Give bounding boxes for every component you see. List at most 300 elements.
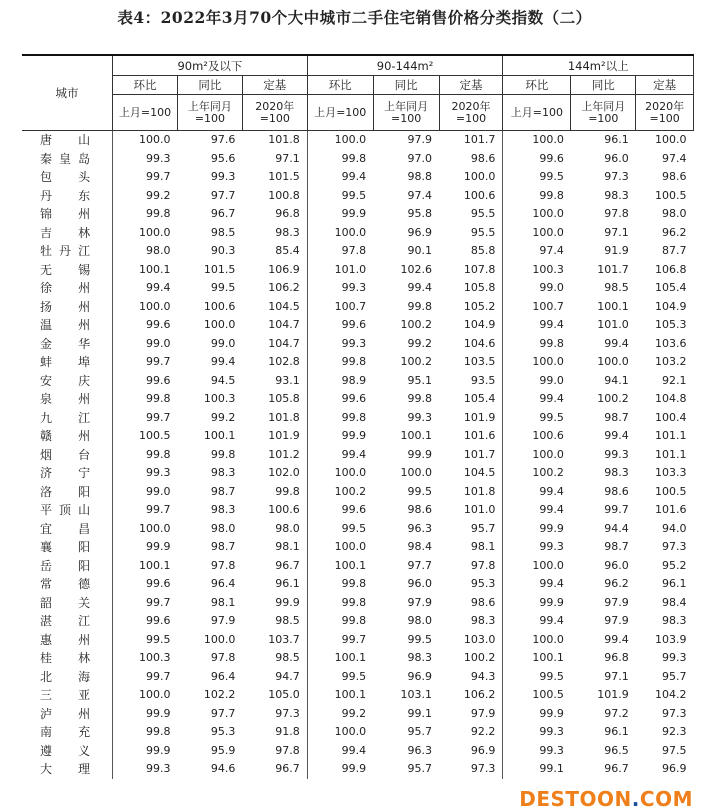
index-value: 99.8	[307, 594, 373, 613]
index-value: 98.7	[210, 540, 236, 553]
index-value: 100.5	[655, 188, 687, 202]
index-value: 97.7	[210, 188, 236, 202]
index-value: 98.3	[662, 614, 687, 627]
index-value: 106.2	[463, 688, 496, 701]
index-value: 98.7	[210, 484, 236, 498]
group-header-medium: 90-144m²	[307, 55, 503, 76]
watermark-logo: DESTOON.COM	[509, 786, 703, 812]
index-value: 101.7	[597, 262, 629, 276]
index-value: 99.7	[604, 503, 629, 516]
index-value: 100.0	[307, 723, 373, 742]
table-row	[22, 353, 694, 372]
index-value: 98.5	[275, 614, 300, 627]
index-value: 97.9	[470, 706, 496, 720]
index-value: 100.5	[655, 484, 687, 498]
index-value: 100.2	[503, 464, 571, 483]
index-value: 100.6	[203, 299, 236, 313]
city-name: 洛阳	[40, 484, 91, 499]
index-value: 100.2	[400, 318, 433, 331]
group-header-large: 144m²以上	[503, 55, 694, 76]
index-value: 96.1	[275, 577, 300, 590]
index-value: 98.3	[210, 503, 236, 516]
index-value: 96.0	[604, 558, 629, 572]
index-value: 92.3	[662, 725, 687, 738]
index-value: 101.5	[268, 170, 300, 183]
index-value: 104.7	[268, 336, 300, 350]
index-value: 101.9	[268, 429, 300, 442]
group-header-small: 90m²及以下	[113, 55, 308, 76]
index-value: 94.7	[275, 669, 300, 683]
index-value: 99.6	[307, 501, 373, 520]
index-value: 102.2	[203, 688, 236, 701]
index-value: 96.7	[275, 762, 300, 775]
city-name: 安庆	[40, 373, 91, 388]
metric-header: 定基	[439, 76, 503, 95]
city-name: 三亚	[40, 688, 91, 702]
index-value: 99.7	[307, 631, 373, 650]
index-value: 100.0	[503, 131, 571, 150]
index-value: 101.0	[463, 503, 496, 516]
city-name: 韶关	[40, 595, 91, 610]
table-row	[22, 131, 694, 150]
index-value: 99.0	[503, 279, 571, 298]
index-value: 99.4	[113, 279, 178, 298]
city-name: 吉林	[40, 225, 91, 240]
index-value: 99.3	[113, 150, 178, 169]
index-value: 105.8	[463, 281, 496, 294]
index-value: 99.7	[113, 501, 178, 520]
index-value: 90.1	[407, 244, 433, 257]
index-value: 99.0	[210, 336, 236, 350]
table-row	[22, 649, 694, 668]
index-value: 99.8	[307, 575, 373, 594]
index-value: 100.6	[503, 427, 571, 446]
table-row	[22, 538, 694, 557]
base-header-row	[22, 95, 694, 131]
index-value: 95.7	[407, 725, 433, 738]
city-name: 湛江	[40, 614, 91, 628]
city-name: 泉州	[40, 392, 91, 406]
index-value: 97.8	[604, 207, 629, 220]
index-value: 93.1	[275, 373, 300, 387]
city-name: 温州	[40, 318, 91, 332]
index-value: 100.0	[113, 520, 178, 539]
index-value: 104.5	[268, 299, 300, 313]
index-value: 97.1	[275, 151, 300, 165]
index-value: 99.5	[407, 632, 433, 646]
index-value: 94.6	[210, 762, 236, 775]
index-value: 98.0	[113, 242, 178, 261]
index-value: 103.5	[463, 355, 496, 368]
index-value: 99.5	[113, 631, 178, 650]
index-value: 100.1	[203, 429, 236, 442]
index-value: 101.7	[463, 133, 496, 146]
base-header: 2020年=100	[439, 95, 503, 131]
index-value: 99.8	[307, 612, 373, 631]
index-value: 99.5	[210, 281, 236, 294]
index-value: 99.4	[210, 355, 236, 368]
index-value: 97.3	[275, 706, 300, 720]
table-row	[22, 205, 694, 224]
index-value: 103.0	[463, 632, 496, 646]
index-value: 100.1	[307, 557, 373, 576]
index-value: 98.5	[210, 225, 236, 239]
table-row	[22, 464, 694, 483]
index-value: 99.6	[307, 390, 373, 409]
index-value: 106.8	[655, 262, 687, 276]
index-value: 100.0	[113, 298, 178, 317]
index-value: 100.1	[113, 557, 178, 576]
index-value: 99.1	[407, 706, 433, 720]
index-value: 99.9	[113, 538, 178, 557]
index-value: 95.2	[662, 558, 687, 572]
index-value: 100.4	[655, 410, 687, 424]
index-value: 99.4	[503, 483, 571, 502]
index-value: 100.0	[597, 355, 629, 368]
index-value: 99.5	[307, 187, 373, 206]
index-value: 95.6	[210, 151, 236, 165]
index-value: 100.0	[503, 446, 571, 465]
city-header: 城市	[22, 55, 113, 131]
index-value: 98.0	[407, 614, 433, 627]
city-name: 蚌埠	[40, 355, 91, 369]
table-row	[22, 279, 694, 298]
index-value: 87.7	[662, 244, 687, 257]
index-value: 97.8	[470, 558, 496, 572]
index-value: 100.0	[307, 224, 373, 243]
index-value: 100.3	[203, 392, 236, 405]
index-value: 94.0	[662, 521, 687, 535]
index-value: 99.4	[604, 429, 629, 442]
index-value: 95.7	[470, 521, 496, 535]
index-value: 104.9	[463, 318, 496, 331]
index-value: 101.5	[203, 262, 236, 276]
index-value: 99.8	[113, 205, 178, 224]
index-value: 96.8	[275, 207, 300, 220]
base-header: 上月=100	[113, 95, 178, 131]
table-row	[22, 723, 694, 742]
index-value: 95.9	[210, 743, 236, 757]
index-value: 101.9	[463, 410, 496, 424]
index-value: 99.9	[307, 760, 373, 779]
index-value: 100.2	[597, 392, 629, 405]
index-value: 100.0	[503, 353, 571, 372]
index-value: 99.9	[503, 520, 571, 539]
index-value: 106.2	[268, 281, 300, 294]
index-value: 97.7	[407, 558, 433, 572]
table-row	[22, 631, 694, 650]
index-value: 97.9	[604, 614, 629, 627]
index-value: 100.0	[113, 224, 178, 243]
index-value: 97.8	[210, 558, 236, 572]
city-name: 包头	[40, 170, 91, 184]
index-value: 99.3	[113, 464, 178, 483]
table-row	[22, 742, 694, 761]
index-value: 101.6	[463, 429, 496, 442]
index-value: 96.9	[407, 225, 433, 239]
index-value: 91.9	[604, 244, 629, 257]
index-value: 101.8	[268, 410, 300, 424]
table-row	[22, 501, 694, 520]
index-value: 98.1	[275, 540, 300, 553]
index-value: 98.1	[470, 540, 496, 553]
index-value: 96.4	[210, 669, 236, 683]
table-row	[22, 150, 694, 169]
table-row	[22, 298, 694, 317]
index-value: 106.9	[268, 262, 300, 276]
index-value: 102.0	[268, 466, 300, 479]
index-value: 99.7	[113, 409, 178, 428]
index-value: 95.7	[407, 762, 433, 775]
index-value: 99.8	[113, 446, 178, 465]
index-value: 100.0	[203, 632, 236, 646]
index-value: 99.5	[407, 484, 433, 498]
index-value: 95.1	[407, 373, 433, 387]
index-value: 98.6	[662, 170, 687, 183]
index-value: 98.4	[407, 540, 433, 553]
index-value: 99.5	[307, 668, 373, 687]
index-value: 97.8	[210, 651, 236, 664]
table-row	[22, 187, 694, 206]
table-row	[22, 316, 694, 335]
index-value: 94.3	[470, 669, 496, 683]
index-value: 99.4	[307, 742, 373, 761]
index-value: 99.2	[407, 336, 433, 350]
city-name: 无锡	[40, 262, 91, 277]
index-value: 97.7	[210, 706, 236, 720]
index-value: 99.6	[113, 575, 178, 594]
index-value: 105.3	[655, 318, 687, 331]
index-value: 99.9	[113, 742, 178, 761]
index-value: 99.8	[503, 187, 571, 206]
index-value: 99.2	[210, 410, 236, 424]
index-value: 98.6	[407, 503, 433, 516]
index-value: 97.9	[604, 595, 629, 609]
base-header: 上月=100	[503, 95, 571, 131]
index-value: 92.1	[662, 373, 687, 387]
city-name: 烟台	[40, 447, 91, 462]
index-value: 104.8	[655, 392, 687, 405]
index-value: 101.2	[268, 447, 300, 461]
city-name: 赣州	[40, 429, 91, 443]
index-value: 97.1	[604, 669, 629, 683]
index-value: 99.6	[113, 372, 178, 391]
index-value: 99.5	[503, 668, 571, 687]
index-value: 98.6	[470, 595, 496, 609]
table-row	[22, 612, 694, 631]
city-name: 平顶山	[40, 503, 91, 517]
index-value: 99.7	[113, 594, 178, 613]
index-value: 99.6	[113, 316, 178, 335]
index-value: 100.1	[503, 649, 571, 668]
metric-header: 定基	[636, 76, 694, 95]
index-value: 105.8	[268, 392, 300, 405]
index-value: 97.3	[604, 170, 629, 183]
index-value: 99.1	[503, 760, 571, 779]
index-value: 95.7	[662, 669, 687, 683]
index-value: 96.9	[407, 669, 433, 683]
table-row	[22, 705, 694, 724]
index-value: 90.3	[210, 244, 236, 257]
index-value: 100.0	[307, 464, 373, 483]
index-value: 99.8	[210, 447, 236, 461]
index-value: 96.7	[604, 762, 629, 775]
index-value: 100.6	[268, 503, 300, 516]
index-value: 97.9	[407, 595, 433, 609]
index-value: 104.6	[463, 336, 496, 350]
index-value: 103.2	[655, 355, 687, 368]
table-row	[22, 446, 694, 465]
index-value: 101.8	[268, 133, 300, 146]
index-value: 103.6	[655, 336, 687, 350]
base-header: 上年同月=100	[177, 95, 242, 131]
index-value: 100.0	[400, 466, 433, 479]
index-value: 102.8	[268, 355, 300, 368]
index-value: 97.3	[662, 540, 687, 553]
index-value: 96.2	[662, 225, 687, 239]
table-row	[22, 594, 694, 613]
city-name: 襄阳	[40, 540, 91, 554]
city-name: 唐山	[40, 133, 91, 147]
index-value: 95.3	[210, 725, 236, 738]
table-row	[22, 668, 694, 687]
index-value: 104.5	[463, 466, 496, 479]
index-value: 85.4	[275, 244, 300, 257]
table-row	[22, 224, 694, 243]
index-value: 99.3	[307, 279, 373, 298]
index-value: 96.8	[604, 651, 629, 664]
index-value: 98.7	[604, 540, 629, 553]
index-value: 101.8	[463, 484, 496, 498]
index-value: 100.0	[307, 131, 373, 150]
index-value: 99.0	[113, 335, 178, 354]
index-value: 97.9	[407, 133, 433, 146]
table-row	[22, 261, 694, 280]
index-value: 102.6	[400, 262, 433, 276]
index-value: 100.2	[400, 355, 433, 368]
index-value: 105.4	[655, 281, 687, 294]
city-name: 九江	[40, 410, 91, 425]
index-value: 100.6	[463, 188, 496, 202]
index-value: 100.1	[597, 299, 629, 313]
index-value: 95.3	[470, 577, 496, 590]
index-value: 95.5	[470, 225, 496, 239]
index-value: 103.3	[655, 466, 687, 479]
index-value: 99.9	[113, 705, 178, 724]
index-value: 100.0	[113, 686, 178, 705]
index-value: 99.3	[210, 170, 236, 183]
index-value: 100.0	[503, 224, 571, 243]
city-name: 扬州	[40, 299, 91, 314]
table-row	[22, 390, 694, 409]
index-value: 98.0	[662, 207, 687, 220]
index-value: 98.3	[275, 225, 300, 239]
table-row	[22, 335, 694, 354]
index-value: 98.3	[604, 466, 629, 479]
index-value: 97.2	[604, 706, 629, 720]
index-value: 99.7	[113, 353, 178, 372]
index-value: 107.8	[463, 262, 496, 276]
index-value: 100.7	[307, 298, 373, 317]
index-value: 100.3	[503, 261, 571, 280]
base-header: 上年同月=100	[571, 95, 636, 131]
page-title: 表4：2022年3月70个大中城市二手住宅销售价格分类指数（二）	[117, 8, 592, 27]
index-value: 92.2	[470, 725, 496, 738]
index-value: 100.0	[307, 538, 373, 557]
index-value: 100.0	[463, 170, 496, 183]
index-value: 97.4	[662, 151, 687, 165]
index-value: 94.5	[210, 373, 236, 387]
table-row	[22, 409, 694, 428]
index-value: 100.7	[503, 298, 571, 317]
index-value: 98.8	[407, 170, 433, 183]
index-value: 96.9	[662, 762, 687, 775]
index-value: 97.1	[604, 225, 629, 239]
table-row	[22, 242, 694, 261]
index-value: 100.3	[113, 649, 178, 668]
index-value: 97.8	[275, 743, 300, 757]
index-value: 99.6	[113, 612, 178, 631]
base-header: 2020年=100	[636, 95, 694, 131]
base-header: 上月=100	[307, 95, 373, 131]
index-value: 99.4	[503, 612, 571, 631]
index-value: 99.4	[604, 632, 629, 646]
index-value: 104.7	[268, 318, 300, 331]
index-value: 97.3	[662, 706, 687, 720]
index-value: 99.5	[503, 409, 571, 428]
index-value: 99.4	[503, 501, 571, 520]
table-row	[22, 557, 694, 576]
index-value: 101.1	[655, 429, 687, 442]
index-value: 96.2	[604, 577, 629, 590]
index-value: 98.3	[604, 188, 629, 202]
index-value: 100.0	[503, 631, 571, 650]
index-value: 101.0	[597, 318, 629, 331]
index-value: 99.8	[275, 484, 300, 498]
index-value: 99.6	[503, 150, 571, 169]
city-name: 牡丹江	[40, 244, 91, 258]
index-value: 96.0	[604, 151, 629, 165]
city-name: 常德	[40, 577, 91, 591]
index-value: 101.6	[655, 503, 687, 516]
city-name: 惠州	[40, 632, 91, 647]
index-value: 99.3	[604, 447, 629, 461]
index-value: 99.4	[503, 575, 571, 594]
index-value: 98.6	[470, 151, 496, 165]
index-value: 97.0	[407, 151, 433, 165]
index-value: 97.4	[503, 242, 571, 261]
index-value: 100.1	[113, 261, 178, 280]
index-value: 99.8	[113, 390, 178, 409]
base-header: 上年同月=100	[373, 95, 439, 131]
index-value: 100.0	[113, 131, 178, 150]
city-name: 遵义	[40, 743, 91, 758]
index-value: 93.5	[470, 373, 496, 387]
index-value: 99.4	[503, 316, 571, 335]
index-value: 100.2	[463, 651, 496, 664]
index-value: 98.0	[275, 521, 300, 535]
metric-header: 环比	[503, 76, 571, 95]
index-value: 99.9	[503, 705, 571, 724]
index-value: 99.3	[503, 742, 571, 761]
index-value: 99.9	[275, 595, 300, 609]
index-value: 91.8	[275, 725, 300, 738]
index-value: 99.3	[503, 538, 571, 557]
base-header: 2020年=100	[242, 95, 307, 131]
city-name: 大理	[40, 762, 91, 776]
index-value: 99.4	[503, 390, 571, 409]
price-index-table	[22, 54, 694, 779]
